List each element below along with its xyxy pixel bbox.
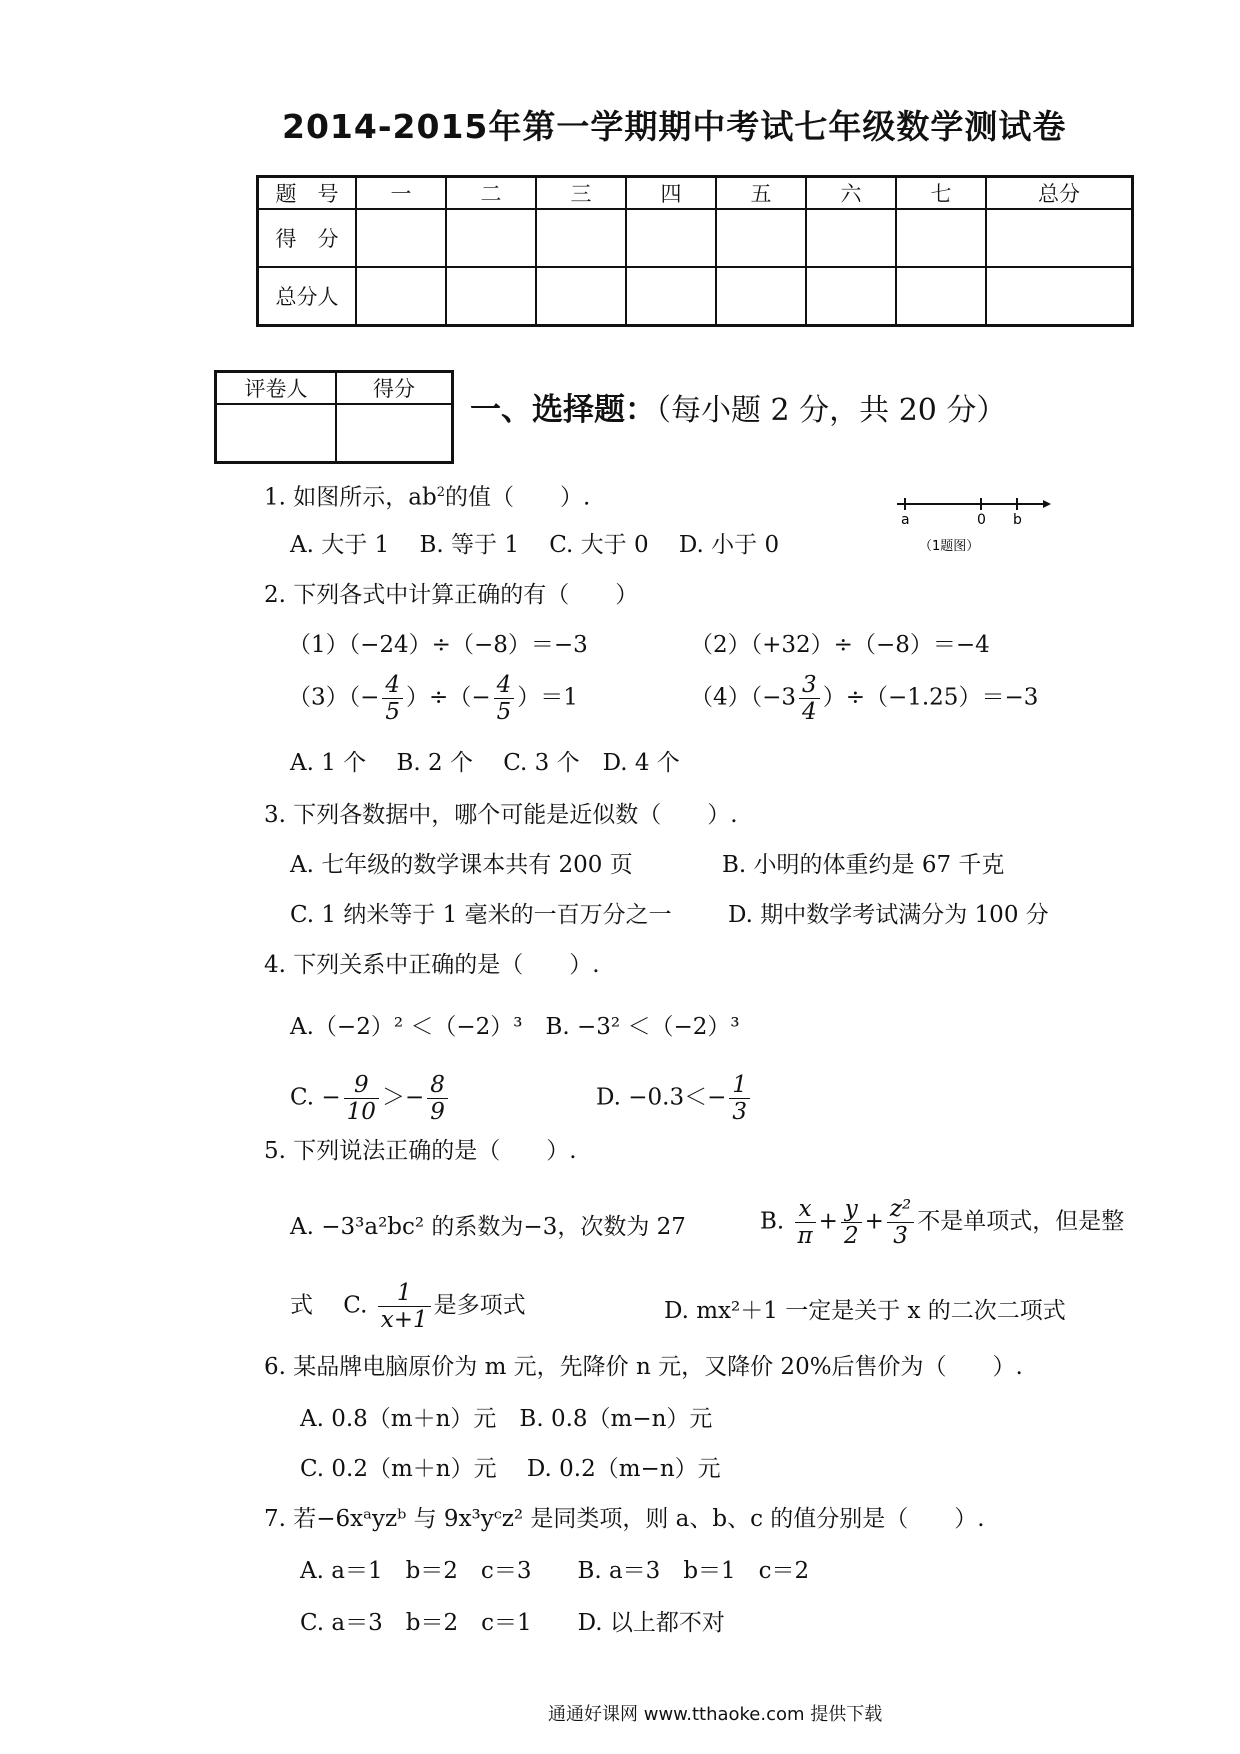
- q4-option-c: C. − $\frac{9}{10}$ ＞− $\frac{8}{9}$: [290, 1072, 451, 1125]
- score-cell[interactable]: [986, 209, 1133, 267]
- grader-header: 评卷人: [216, 372, 337, 405]
- score-table-header-row: [258, 177, 1133, 210]
- scorer-cell[interactable]: [356, 267, 446, 325]
- question-7-stem: 7. 若−6xᵃyzᵇ 与 9x³yᶜz² 是同类项，则 a、b、c 的值分别是（ ）.: [264, 1506, 985, 1532]
- q5-option-d: D. mx²＋1 一定是关于 x 的二次二项式: [664, 1298, 1066, 1324]
- score-cell[interactable]: [716, 209, 806, 267]
- score-cell[interactable]: [446, 209, 536, 267]
- q6-options-ab: A. 0.8（m＋n）元 B. 0.8（m−n）元: [300, 1406, 713, 1432]
- score-cell[interactable]: [806, 209, 896, 267]
- fraction: $\frac{9}{10}$: [344, 1072, 379, 1125]
- score-cell[interactable]: [626, 209, 716, 267]
- section-heading: [470, 384, 1006, 429]
- score-cell[interactable]: [896, 209, 986, 267]
- fraction: $\frac{1}{x+1}$: [378, 1280, 431, 1333]
- question-1-options: A. 大于 1 B. 等于 1 C. 大于 0 D. 小于 0: [290, 532, 780, 558]
- score-header-cell: 六: [806, 177, 896, 210]
- scorer-cell[interactable]: [986, 267, 1133, 325]
- scorer-cell[interactable]: [806, 267, 896, 325]
- q4-option-d: D. −0.3＜− $\frac{1}{3}$: [596, 1072, 753, 1125]
- question-3-stem: 3. 下列各数据中，哪个可能是近似数（ ）.: [264, 802, 738, 828]
- q2-expr-3: （3）（− $\frac{4}{5}$ ）÷（− $\frac{4}{5}$ ）＝1: [288, 672, 578, 725]
- section-note: （每小题 2 分，共 20 分）: [656, 393, 1007, 428]
- score-header-cell: 题 号: [258, 177, 357, 210]
- score-cell[interactable]: [536, 209, 626, 267]
- q2-expr-1: （1）（−24）÷（−8）＝−3: [288, 632, 588, 658]
- fraction: $\frac{3}{4}$: [799, 672, 820, 725]
- grader-table: [214, 370, 454, 464]
- q5-option-c: 式 C. $\frac{1}{x+1}$ 是多项式: [290, 1280, 526, 1333]
- question-1-stem: 1. 如图所示，$ab^2$的值（ ）.: [264, 484, 591, 511]
- page-title: 2014-2015年第一学期期中考试七年级数学测试卷: [282, 107, 1067, 146]
- score-header-cell: 三: [536, 177, 626, 210]
- grader-score-header: 得分: [336, 372, 453, 405]
- scorer-cell[interactable]: [536, 267, 626, 325]
- scorer-cell[interactable]: [716, 267, 806, 325]
- q2-expr-4: （4）（−3 $\frac{3}{4}$ ）÷（−1.25）＝−3: [690, 672, 1039, 725]
- fraction: $\frac{y}{2}$: [841, 1196, 862, 1249]
- q7-options-ab: A. a＝1 b＝2 c＝3 B. a＝3 b＝1 c＝2: [300, 1558, 810, 1584]
- fraction: $\frac{x}{\pi}$: [795, 1196, 816, 1249]
- scorer-row: [258, 267, 1133, 325]
- q3-option-a: A. 七年级的数学课本共有 200 页: [290, 852, 633, 878]
- fig-label-0: 0: [977, 512, 986, 528]
- q3-option-c: C. 1 纳米等于 1 毫米的一百万分之一: [290, 902, 672, 928]
- q1-stem-a: 1. 如图所示，ab: [264, 484, 437, 511]
- score-header-cell: 四: [626, 177, 716, 210]
- grader-name-cell[interactable]: [216, 404, 337, 462]
- fig-label-b: b: [1013, 512, 1022, 528]
- fig-label-a: a: [901, 512, 910, 528]
- score-header-cell: 七: [896, 177, 986, 210]
- q5-option-b: B. $\frac{x}{\pi}$ + $\frac{y}{2}$ + $\frac{\text{z²}}{3}$ 不是单项式，但是整: [760, 1196, 1125, 1249]
- scorer-cell[interactable]: [446, 267, 536, 325]
- score-header-cell: 一: [356, 177, 446, 210]
- question-6-stem: 6. 某品牌电脑原价为 m 元，先降价 n 元，又降价 20%后售价为（ ）.: [264, 1354, 1023, 1380]
- q3-option-d: D. 期中数学考试满分为 100 分: [728, 902, 1049, 928]
- question-4-stem: 4. 下列关系中正确的是（ ）.: [264, 952, 600, 978]
- q4-options-ab: A.（−2）² ＜（−2）³ B. −3² ＜（−2）³: [290, 1014, 740, 1040]
- scorer-cell[interactable]: [896, 267, 986, 325]
- number-line-figure: [895, 490, 1055, 560]
- scorer-row-label: 总分人: [258, 267, 357, 325]
- score-table: [256, 175, 1134, 327]
- q5-option-a: A. −3³a²bc² 的系数为−3，次数为 27: [290, 1214, 686, 1240]
- fraction: $\frac{4}{5}$: [382, 672, 403, 725]
- score-cell[interactable]: [356, 209, 446, 267]
- q2-expr-2: （2）（+32）÷（−8）＝−4: [690, 632, 990, 658]
- footer-credit: 通通好课网 www.tthaoke.com 提供下载: [548, 1704, 883, 1725]
- score-header-cell: 五: [716, 177, 806, 210]
- q3-option-b: B. 小明的体重约是 67 千克: [722, 852, 1005, 878]
- q6-options-cd: C. 0.2（m＋n）元 D. 0.2（m−n）元: [300, 1456, 721, 1482]
- fraction: $\frac{1}{3}$: [729, 1072, 750, 1125]
- question-5-stem: 5. 下列说法正确的是（ ）.: [264, 1138, 577, 1164]
- section-title: 一、选择题：: [470, 392, 656, 428]
- fraction: $\frac{4}{5}$: [494, 672, 515, 725]
- score-row-label: 得 分: [258, 209, 357, 267]
- score-row: [258, 209, 1133, 267]
- question-2-stem: 2. 下列各式中计算正确的有（ ）: [264, 582, 639, 608]
- q7-options-cd: C. a＝3 b＝2 c＝1 D. 以上都不对: [300, 1610, 725, 1636]
- fraction: $\frac{\text{z²}}{3}$: [887, 1196, 914, 1249]
- grader-score-cell[interactable]: [336, 404, 453, 462]
- fraction: $\frac{8}{9}$: [427, 1072, 448, 1125]
- fig-caption: （1题图）: [919, 539, 980, 554]
- question-2-options: A. 1 个 B. 2 个 C. 3 个 D. 4 个: [290, 750, 680, 776]
- score-header-cell: 总分: [986, 177, 1133, 210]
- q1-stem-b: 的值（ ）.: [444, 484, 591, 511]
- scorer-cell[interactable]: [626, 267, 716, 325]
- score-header-cell: 二: [446, 177, 536, 210]
